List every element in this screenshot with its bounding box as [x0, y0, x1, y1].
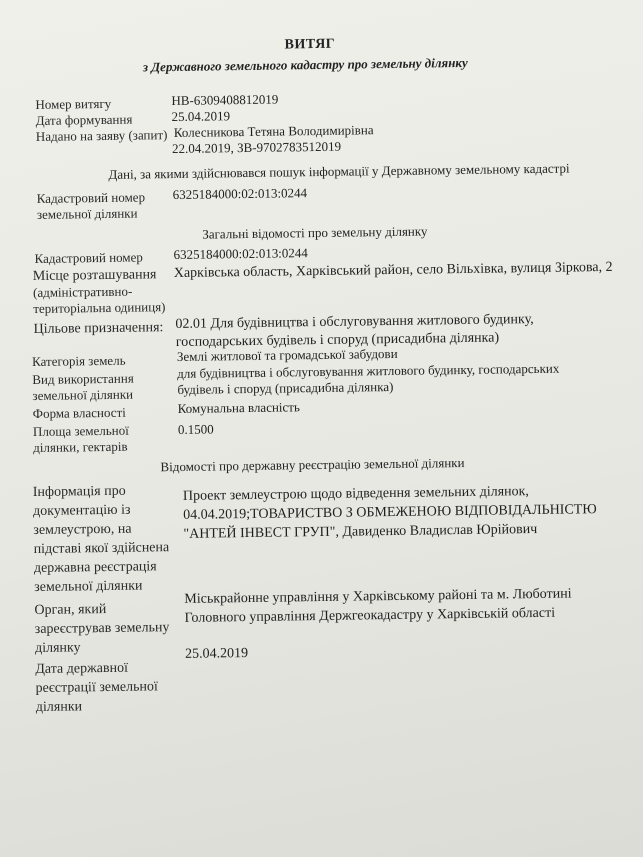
doc-value-line1: Проект землеустрою щодо відведення земельних ділянок,: [182, 484, 529, 504]
category-value: Землі житлової та громадської забудови: [176, 345, 398, 364]
document-subtitle: з Державного земельного кадастру про земельну ділянку: [142, 54, 468, 75]
location-label-line2: (адміністративно-: [32, 283, 133, 300]
doc-value-line2: 04.04.2019;ТОВАРИСТВО З ОБМЕЖЕНОЮ ВІДПОВІДАЛЬНІСТЮ: [183, 502, 597, 523]
purpose-value-line2: господарських будівель і споруд (присадибна ділянка): [175, 330, 500, 351]
location-value: Харківська область, Харківський район, село Вільхівка, вулиця Зіркова, 2: [173, 259, 613, 282]
location-label-line1: Місце розташування: [32, 267, 157, 284]
organ-label-line3: ділянку: [34, 640, 81, 656]
request-name-value: Колесникова Тетяна Володимирівна: [173, 122, 374, 141]
use-label-line1: Вид використання: [32, 370, 134, 388]
organ-value-line1: Міськрайонне управління у Харківському районі та м. Люботині: [184, 586, 572, 607]
extract-number-label: Номер витягу: [35, 95, 112, 112]
formation-date-value: 25.04.2019: [171, 108, 231, 125]
date-label-line1: Дата державної: [35, 660, 129, 677]
extract-number-value: НВ-6309408812019: [171, 91, 279, 109]
use-label-line2: земельної ділянки: [32, 386, 134, 404]
search-section-heading: Дані, за якими здійснювався пошук інформації у Державному земельному кадастрі: [108, 160, 570, 182]
general-cadastral-label: Кадастровий номер: [34, 249, 143, 266]
search-cadastral-number: 6325184000:02:013:0244: [172, 185, 308, 203]
general-cadastral-number: 6325184000:02:013:0244: [173, 245, 308, 263]
request-label: Надано на заяву (запит): [35, 127, 168, 144]
doc-label-line4: підставі якої здійснена: [33, 540, 170, 558]
area-label-line1: Площа земельної: [32, 422, 129, 440]
ownership-value: Комунальна власність: [177, 399, 300, 416]
date-label-line3: ділянки: [35, 699, 83, 715]
registration-section-heading: Відомості про державну реєстрацію земельної ділянки: [160, 454, 465, 475]
ownership-label: Форма власності: [32, 404, 126, 422]
document-title: ВИТЯГ: [284, 36, 336, 53]
general-section-heading: Загальні відомості про земельну ділянку: [202, 223, 428, 242]
category-label: Категорія земель: [31, 352, 126, 370]
area-label-line2: ділянки, гектарів: [33, 438, 128, 456]
search-cadastral-label-line1: Кадастровий номер: [36, 189, 146, 206]
organ-label-line2: зареєстрував земельну: [34, 620, 170, 638]
doc-label-line5: державна реєстрація: [33, 559, 157, 577]
organ-value-line2: Головного управління Держгеокадастру у Харківській області: [184, 605, 556, 626]
organ-label-line1: Орган, який: [34, 602, 107, 619]
use-value-line2: будівель і споруд (присадибна ділянка): [177, 378, 394, 397]
search-cadastral-label-line2: земельної ділянки: [36, 205, 138, 222]
registration-date-value: 25.04.2019: [185, 646, 249, 662]
doc-label-line6: земельної ділянки: [34, 578, 143, 596]
request-date-number-value: 22.04.2019, ЗВ-9702783512019: [171, 138, 342, 157]
area-value: 0.1500: [177, 421, 214, 437]
purpose-value-line1: 02.01 Для будівництва і обслуговування житлового будинку,: [175, 312, 534, 333]
location-label-line3: територіальна одиниця): [33, 299, 166, 316]
purpose-label: Цільове призначення:: [33, 320, 164, 337]
doc-label-line3: землеустрою, на: [33, 521, 132, 539]
doc-label-line1: Інформація про: [32, 483, 126, 501]
use-value-line1: для будівництва і обслуговування житлового будинку, господарських: [177, 360, 560, 381]
date-label-line2: реєстрації земельної: [35, 679, 158, 696]
doc-value-line3: "АНТЕЙ ІНВЕСТ ГРУП", Давиденко Владислав Юрійович: [183, 521, 538, 542]
formation-date-label: Дата формування: [35, 111, 133, 128]
doc-label-line2: документацію із: [33, 502, 131, 520]
